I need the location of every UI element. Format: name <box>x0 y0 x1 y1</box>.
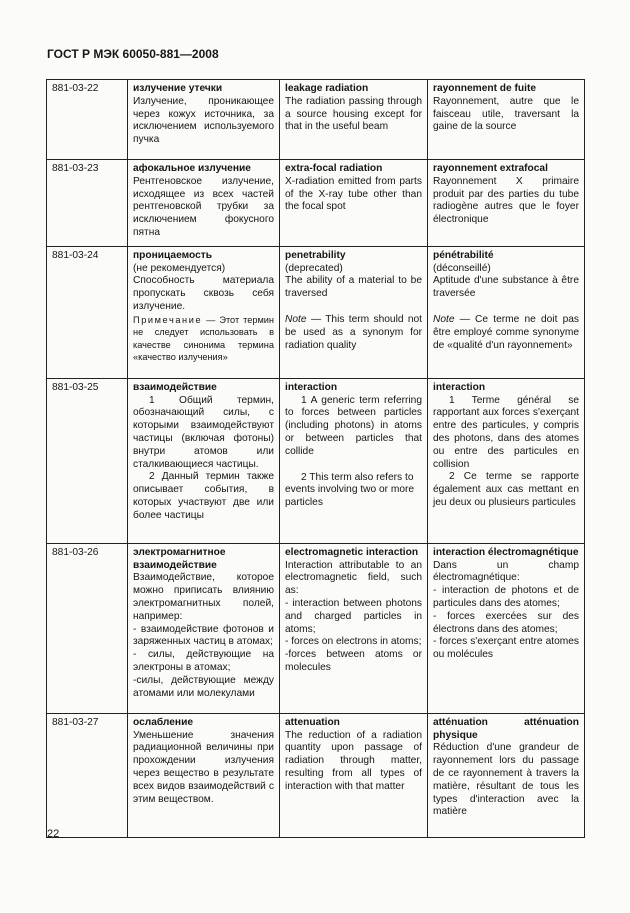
term-number: 881-03-23 <box>47 160 128 247</box>
definition-ru: Уменьшение значения радиационной величины при прохождении излучения через вещество в результате всех видов взаимодействий с этим веществом. <box>133 729 274 805</box>
list-item-fr: - interaction de photons et de particules dans des atomes; <box>433 585 579 609</box>
term-en: penetrability <box>285 249 346 261</box>
definition-ru: Рентгеновское излучение, исходящее из всех частей рентгеновской трубки за исключением фокусного пятна <box>133 175 274 238</box>
term-fr: pénétrabilité <box>433 249 494 261</box>
table-row <box>47 713 585 837</box>
term-fr: atténuation atténuation physique <box>433 716 579 741</box>
definition-en: The reduction of a radiation quantity upon passage of radiation through matter, resulting from all types of interaction with that matter <box>285 729 422 792</box>
term-ru: излучение утечки <box>133 83 223 94</box>
term-ru: ослабление <box>133 716 194 728</box>
list-item-fr: - forces exercées sur des électrons dans des atomes; <box>433 610 579 635</box>
table-row <box>47 543 585 713</box>
qualifier-fr: (déconseillé) <box>433 262 491 274</box>
term-fr: rayonnement de fuite <box>433 83 537 94</box>
definition-ru: Взаимодействие, которое можно приписать влиянию электромагнитных полей, например: <box>133 572 274 622</box>
russian-cell <box>128 713 280 837</box>
french-cell <box>428 160 585 247</box>
list-item-en: - forces on electrons in atoms; <box>285 636 422 648</box>
list-item-fr: - forces s'exerçant entre atomes ou molécules <box>433 636 579 661</box>
term-ru: взаимодействие <box>133 381 217 393</box>
russian-cell <box>128 378 280 543</box>
list-item-en: - interaction between photons and charged particles in atoms; <box>285 597 422 635</box>
term-number: 881-03-26 <box>47 543 128 713</box>
note-fr <box>433 314 579 352</box>
term-number: 881-03-22 <box>47 80 128 160</box>
term-number: 881-03-24 <box>47 246 128 378</box>
terms-table <box>46 79 585 838</box>
list-item-ru: - взаимодействие фотонов и заряженных частиц в атомах; <box>133 623 274 648</box>
term-ru: афокальное излучение <box>133 163 251 174</box>
french-cell <box>428 378 585 543</box>
term-fr: rayonnement extrafocal <box>433 163 548 174</box>
term-en: extra-focal radiation <box>285 163 383 174</box>
paragraph-2-fr: 2 Ce terme se rapporte également aux cas mettant en jeu deux ou plusieurs particules <box>433 471 579 508</box>
french-cell <box>428 246 585 378</box>
english-cell <box>280 378 428 543</box>
definition-ru: Способность материала пропускать сквозь себя излучение. <box>133 275 274 312</box>
list-item-ru: - силы, действующие на электроны в атомах; <box>133 649 274 673</box>
definition-en: The radiation passing through a source housing except for that in the useful beam <box>285 95 422 133</box>
definition-fr: Rayonnement X primaire produit par des parties du tube radiogène autres que le foyer électronique <box>433 175 579 226</box>
note-text-en: — This term should not be used as a synonym for radiation quality <box>285 313 422 351</box>
definition-fr: Rayonnement, autre que le faisceau utile, traversant la gaine de la source <box>433 95 579 133</box>
term-ru: электромагнитное взаимодействие <box>133 546 226 571</box>
paragraph-1-ru: 1 Общий термин, обозначающий силы, с которыми взаимодействуют частицы (включая фотоны) внутри атомов или сталкивающиеся частицы. <box>133 394 274 470</box>
note-text-ru: — Этот термин не следует использовать в качестве синонима термина «качество излучения» <box>133 314 274 362</box>
english-cell <box>280 543 428 713</box>
table-row <box>47 160 585 247</box>
french-cell <box>428 80 585 160</box>
list-item-ru: -силы, действующие между атомами или молекулами <box>133 674 274 699</box>
definition-en: The ability of a material to be traversed <box>285 275 422 300</box>
russian-cell <box>128 80 280 160</box>
definition-fr: Dans un champ électromagnétique: <box>433 559 579 584</box>
term-number: 881-03-25 <box>47 378 128 543</box>
paragraph-1-fr: 1 Terme général se rapportant aux forces s'exerçant entre des particules, y compris des photons, dans des atomes ou entre des particules en collision <box>433 394 579 470</box>
paragraph-2-en: 2 This term also refers to events involving two or more particles <box>285 471 415 509</box>
table-row <box>47 378 585 543</box>
list-item-en: -forces between atoms or molecules <box>285 649 422 673</box>
term-fr: interaction électromagnétique <box>433 546 579 558</box>
english-cell <box>280 246 428 378</box>
paragraph-2-ru: 2 Данный термин также описывает события, в которых участвуют две или более частицы <box>133 471 274 521</box>
note-label-en: Note <box>285 313 307 325</box>
qualifier-ru: (не рекомендуется) <box>133 262 226 274</box>
note-text-fr: — Ce terme ne doit pas être employé comme synonyme de «qualité d'un rayonnement» <box>433 313 579 351</box>
term-en: leakage radiation <box>285 83 369 94</box>
term-number: 881-03-27 <box>47 713 128 837</box>
french-cell <box>428 543 585 713</box>
english-cell <box>280 160 428 247</box>
french-cell <box>428 713 585 837</box>
term-ru: проницаемость <box>133 249 213 261</box>
definition-en: X-radiation emitted from parts of the X-ray tube other than the focal spot <box>285 175 422 213</box>
page-number: 22 <box>47 828 60 840</box>
document-header: ГОСТ Р МЭК 60050-881—2008 <box>47 47 219 61</box>
russian-cell <box>128 160 280 247</box>
note-label-ru: Примечание <box>133 314 203 325</box>
definition-ru: Излучение, проникающее через кожух источника, за исключением используемого пучка <box>133 95 274 146</box>
paragraph-1-en: 1 A generic term referring to forces between particles (including photons) in atoms or between particles that collide <box>285 394 422 457</box>
note-label-fr: Note <box>433 313 455 325</box>
table-row <box>47 80 585 160</box>
note-ru <box>133 314 274 364</box>
definition-fr: Réduction d'une grandeur de rayonnement lors du passage de ce rayonnement à travers la matière, résultant de tous les types d'interaction avec la matière <box>433 742 579 818</box>
term-en: attenuation <box>285 716 340 728</box>
note-en <box>285 314 422 352</box>
table-row <box>47 246 585 378</box>
qualifier-en: (deprecated) <box>285 262 343 274</box>
russian-cell <box>128 543 280 713</box>
russian-cell <box>128 246 280 378</box>
definition-en: Interaction attributable to an electromagnetic field, such as: <box>285 559 422 597</box>
term-en: interaction <box>285 381 338 393</box>
term-en: electromagnetic interaction <box>285 546 419 558</box>
definition-fr: Aptitude d'une substance à être traversée <box>433 275 579 300</box>
english-cell <box>280 80 428 160</box>
english-cell <box>280 713 428 837</box>
term-fr: interaction <box>433 381 486 393</box>
